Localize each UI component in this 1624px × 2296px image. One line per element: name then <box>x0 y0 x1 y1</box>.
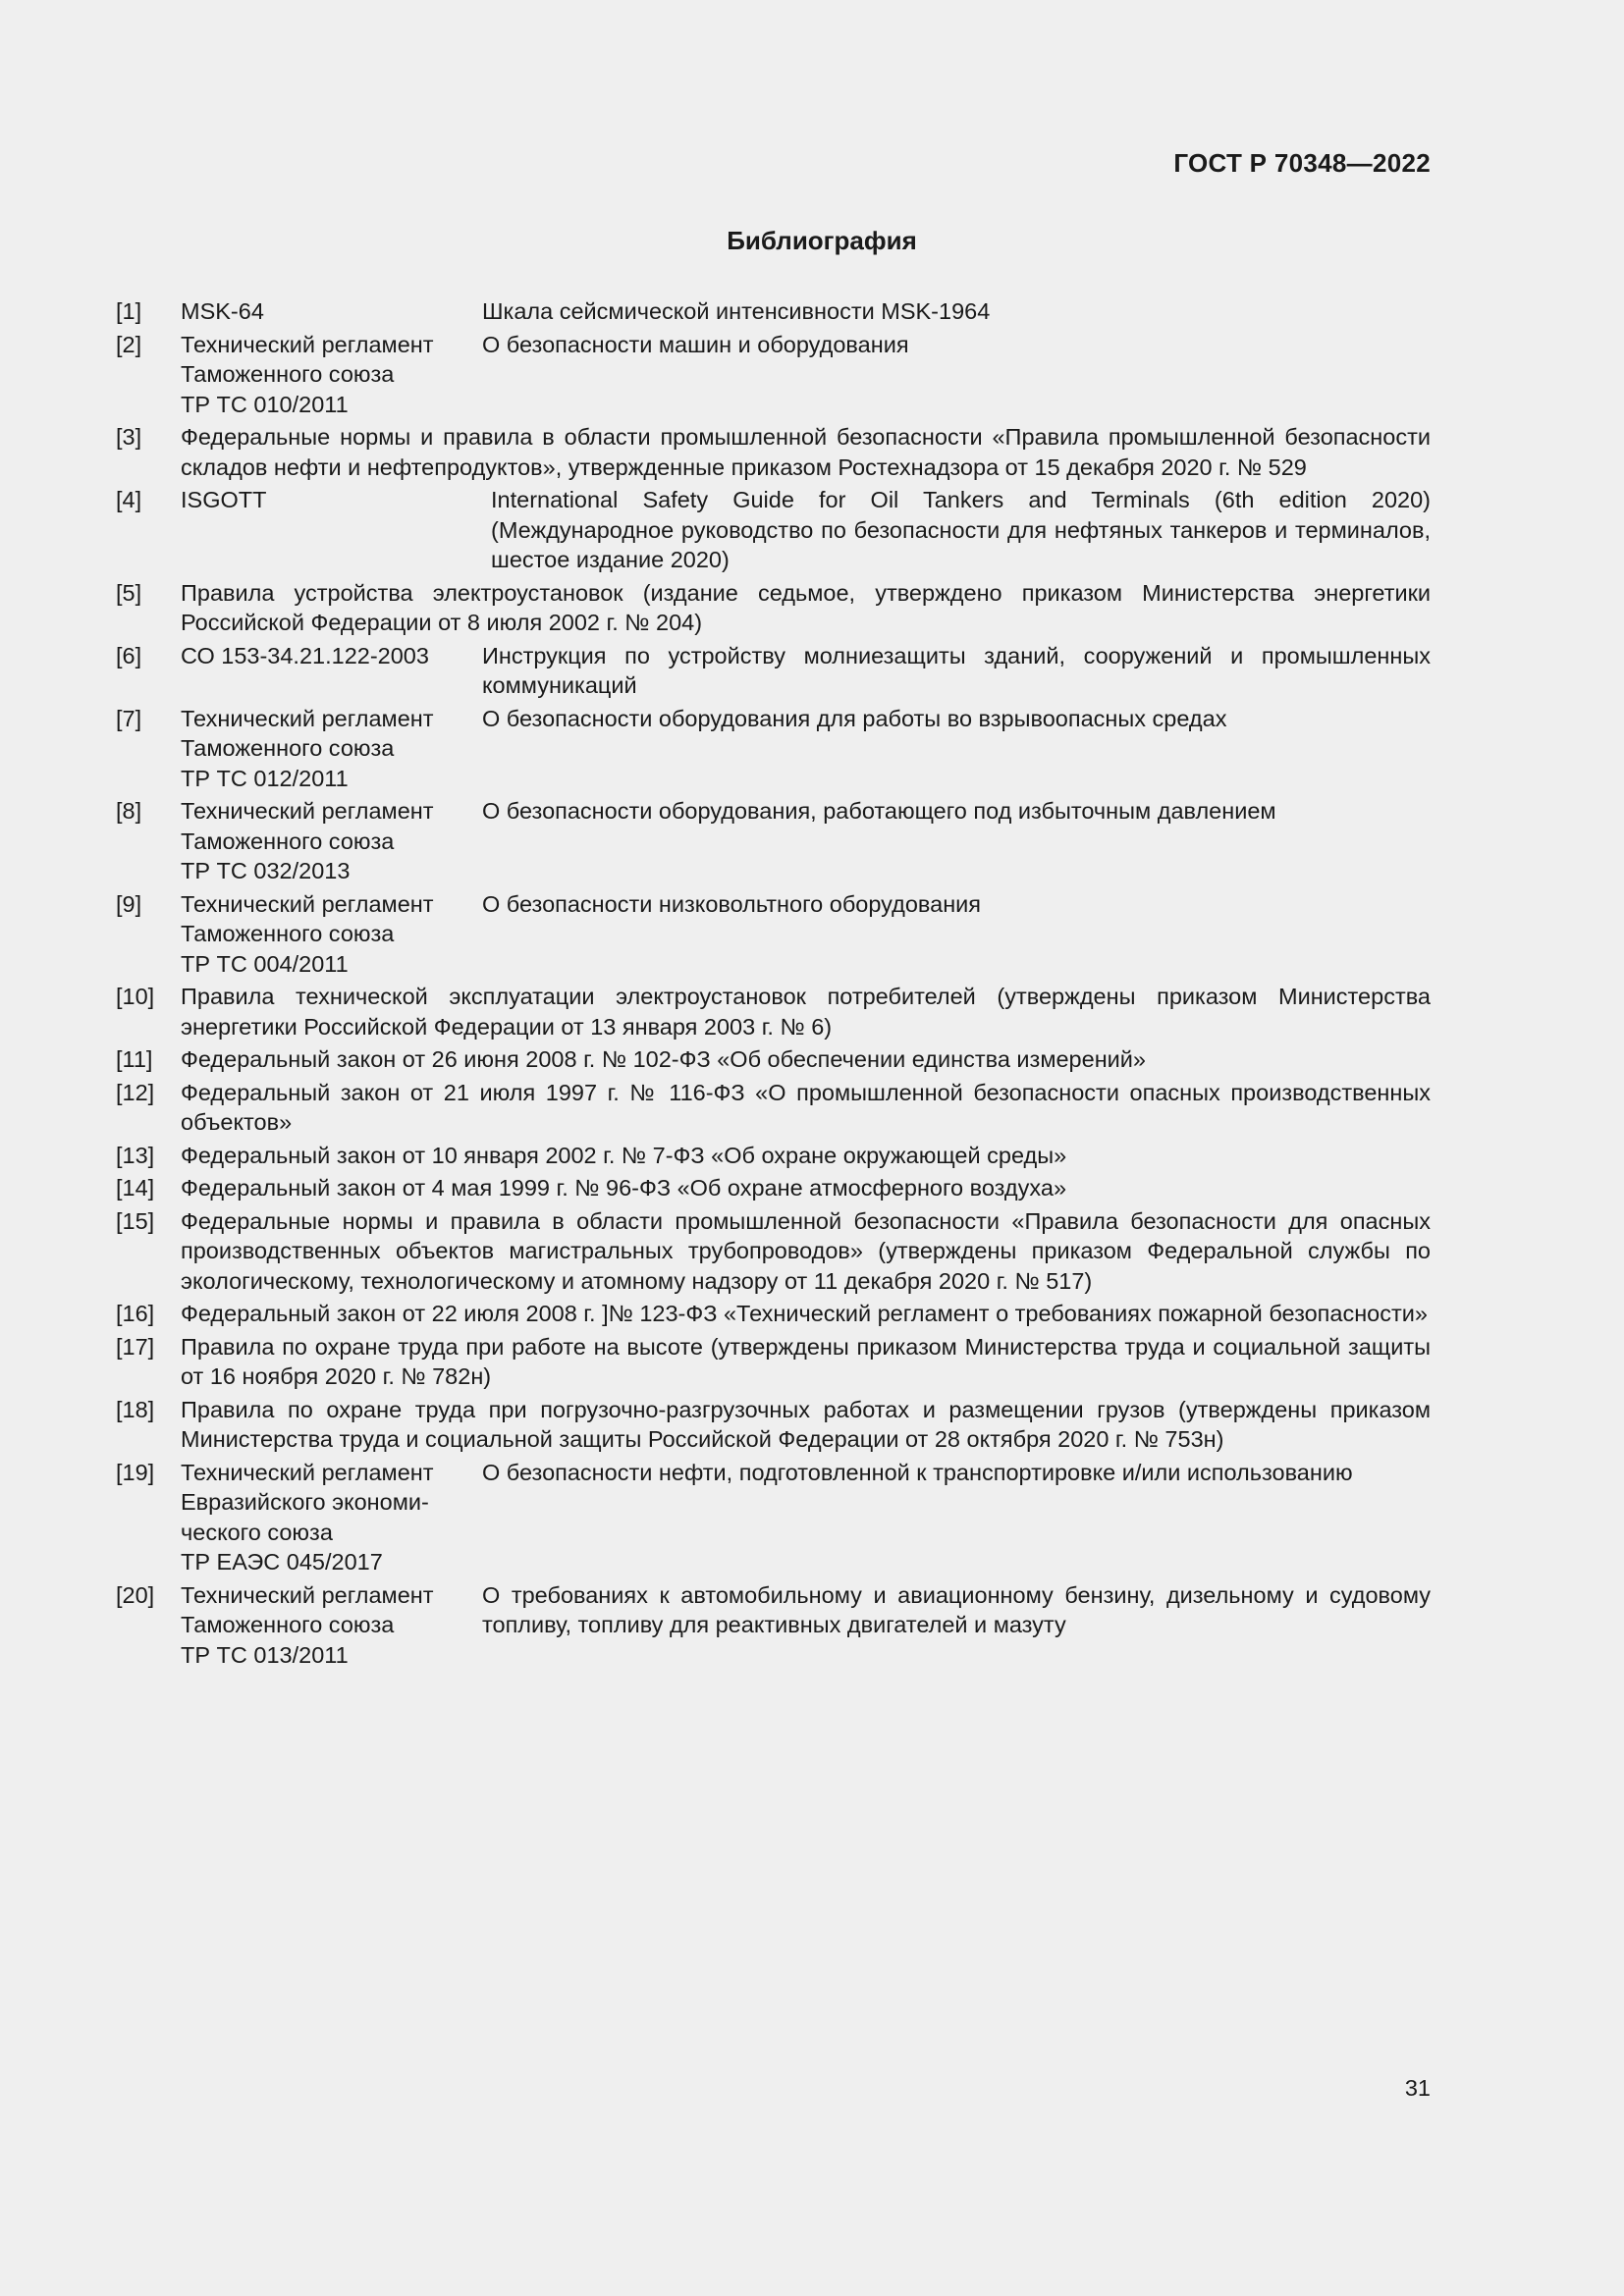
document-code: ГОСТ Р 70348—2022 <box>1173 148 1431 178</box>
bibliography-entry <box>116 1044 1431 1075</box>
designation-line: ческого союза <box>181 1519 333 1545</box>
designation-line: Таможенного союза <box>181 361 395 387</box>
entry-number: [7] <box>116 705 142 731</box>
entry-description: О безопасности машин и оборудования <box>482 331 909 357</box>
entry-text: Федеральные нормы и правила в области промышленной безопасности «Правила промышленной безопасности складов нефти и нефтепродуктов», утвержденные приказом Ростехнадзора от 15 декабря 2020 г. № 529 <box>181 424 1431 480</box>
designation-line: Евразийского экономи- <box>181 1489 429 1515</box>
entry-description: О требованиях к автомобильному и авиационному бензину, дизельному и судовому топливу, топливу для реактивных двигателей и мазуту <box>482 1581 1431 1637</box>
bibliography-entry <box>116 1580 1431 1671</box>
page-title: Библиография <box>727 226 917 255</box>
entry-number: [4] <box>116 487 142 512</box>
entry-number: [9] <box>116 890 142 917</box>
page-number: 31 <box>1404 2075 1431 2101</box>
entry-number: [12] <box>116 1079 155 1105</box>
bibliography-entry <box>116 296 1431 327</box>
designation-line: ТР ТС 010/2011 <box>181 391 349 417</box>
entry-description: О безопасности оборудования, работающего под избыточным давлением <box>482 798 1276 824</box>
bibliography-entry <box>116 485 1431 575</box>
entry-designation <box>181 796 482 886</box>
bibliography-entry <box>116 578 1431 638</box>
bibliography-entry <box>116 330 1431 420</box>
entry-number: [18] <box>116 1396 155 1422</box>
designation-line: Технический регламент <box>181 1459 434 1485</box>
designation-line: ТР ТС 012/2011 <box>181 765 349 791</box>
bibliography-entry <box>116 641 1431 701</box>
entry-designation <box>181 1458 482 1577</box>
entry-number: [11] <box>116 1046 153 1072</box>
entry-description: О безопасности оборудования для работы во взрывоопасных средах <box>482 705 1227 731</box>
designation-line: Таможенного союза <box>181 828 395 854</box>
entry-text: Федеральный закон от 10 января 2002 г. № 7-ФЗ «Об охране окружающей среды» <box>181 1142 1067 1168</box>
bibliography-entry <box>116 422 1431 482</box>
bibliography-entry <box>116 1173 1431 1203</box>
entry-designation <box>181 1580 482 1671</box>
entry-text: Федеральный закон от 21 июля 1997 г. № 116-ФЗ «О промышленной безопасности опасных производственных объектов» <box>181 1079 1431 1135</box>
designation-line: Технический регламент <box>181 798 434 824</box>
entry-description: О безопасности низковольтного оборудования <box>482 890 982 917</box>
designation-line: Таможенного союза <box>181 1612 395 1637</box>
entry-number: [3] <box>116 424 142 450</box>
entry-designation <box>181 704 482 794</box>
entry-number: [14] <box>116 1175 155 1201</box>
entry-designation <box>181 296 482 327</box>
designation-line: Технический регламент <box>181 331 434 357</box>
entry-designation <box>181 330 482 420</box>
entry-number: [8] <box>116 798 142 824</box>
entry-text: Правила технической эксплуатации электроустановок потребителей (утверждены приказом Министерства энергетики Российской Федерации от 13 января 2003 г. № 6) <box>181 984 1431 1040</box>
designation-line: Таможенного союза <box>181 921 395 946</box>
entry-description: International Safety Guide for Oil Tankers and Terminals (6th edition 2020) (Международное руководство по безопасности для нефтяных танкеров и терминалов, шестое издание 2020) <box>491 487 1431 572</box>
designation-line: ТР ТС 032/2013 <box>181 858 351 883</box>
entry-number: [10] <box>116 984 155 1009</box>
entry-text: Правила устройства электроустановок (издание седьмое, утверждено приказом Министерства энергетики Российской Федерации от 8 июля 2002 г. № 204) <box>181 579 1431 635</box>
bibliography-entry <box>116 889 1431 980</box>
bibliography-entry <box>116 1299 1431 1329</box>
entry-description: Инструкция по устройству молниезащиты зданий, сооружений и промышленных коммуникаций <box>482 642 1431 698</box>
bibliography-entry <box>116 1206 1431 1297</box>
designation-line: ТР ТС 004/2011 <box>181 950 349 977</box>
entry-text: Федеральный закон от 4 мая 1999 г. № 96-ФЗ «Об охране атмосферного воздуха» <box>181 1175 1067 1201</box>
bibliography-entry <box>116 796 1431 886</box>
entry-number: [15] <box>116 1207 155 1234</box>
entry-number: [17] <box>116 1333 155 1360</box>
entry-text: Федеральные нормы и правила в области промышленной безопасности «Правила безопасности для опасных производственных объектов магистральных трубопроводов» (утверждены приказом Федеральной службы по экологическому, технологическому и атомному надзору от 11 декабря 2020 г. № 517) <box>181 1207 1431 1294</box>
designation-line: ТР ТС 013/2011 <box>181 1641 349 1668</box>
bibliography-entry <box>116 1141 1431 1171</box>
designation-line: Таможенного союза <box>181 735 395 761</box>
entry-description: О безопасности нефти, подготовленной к транспортировке и/или использованию <box>482 1459 1353 1485</box>
entry-designation <box>181 485 482 575</box>
entry-number: [19] <box>116 1459 155 1485</box>
bibliography-list <box>116 296 1431 1673</box>
bibliography-entry <box>116 1395 1431 1455</box>
bibliography-entry <box>116 982 1431 1041</box>
designation-line: Технический регламент <box>181 705 434 731</box>
entry-number: [13] <box>116 1142 155 1168</box>
bibliography-entry <box>116 1332 1431 1392</box>
designation-line: ТР ЕАЭС 045/2017 <box>181 1549 383 1575</box>
entry-text: Правила по охране труда при работе на высоте (утверждены приказом Министерства труда и социальной защиты от 16 ноября 2020 г. № 782н) <box>181 1333 1431 1389</box>
entry-number: [5] <box>116 579 142 606</box>
designation-line: MSK-64 <box>181 298 264 324</box>
entry-number: [6] <box>116 642 142 668</box>
bibliography-entry <box>116 1078 1431 1138</box>
entry-designation <box>181 641 482 701</box>
entry-number: [16] <box>116 1301 155 1326</box>
entry-text: Федеральный закон от 26 июня 2008 г. № 102-ФЗ «Об обеспечении единства измерений» <box>181 1046 1146 1072</box>
bibliography-entry <box>116 704 1431 794</box>
designation-line: Технический регламент <box>181 1581 434 1608</box>
entry-description: Шкала сейсмической интенсивности MSK-1964 <box>482 298 991 324</box>
entry-text: Федеральный закон от 22 июля 2008 г. ]№ 123-ФЗ «Технический регламент о требованиях пожарной безопасности» <box>181 1301 1428 1326</box>
entry-number: [2] <box>116 331 142 357</box>
designation-line: Технический регламент <box>181 890 434 917</box>
entry-designation <box>181 889 482 980</box>
designation-line: СО 153-34.21.122-2003 <box>181 642 429 668</box>
entry-number: [20] <box>116 1581 155 1608</box>
entry-text: Правила по охране труда при погрузочно-разгрузочных работах и размещении грузов (утверждены приказом Министерства труда и социальной защиты Российской Федерации от 28 октября 2020 г. № 753н) <box>181 1396 1431 1452</box>
bibliography-entry <box>116 1458 1431 1577</box>
entry-number: [1] <box>116 298 142 324</box>
designation-line: ISGOTT <box>181 487 267 512</box>
